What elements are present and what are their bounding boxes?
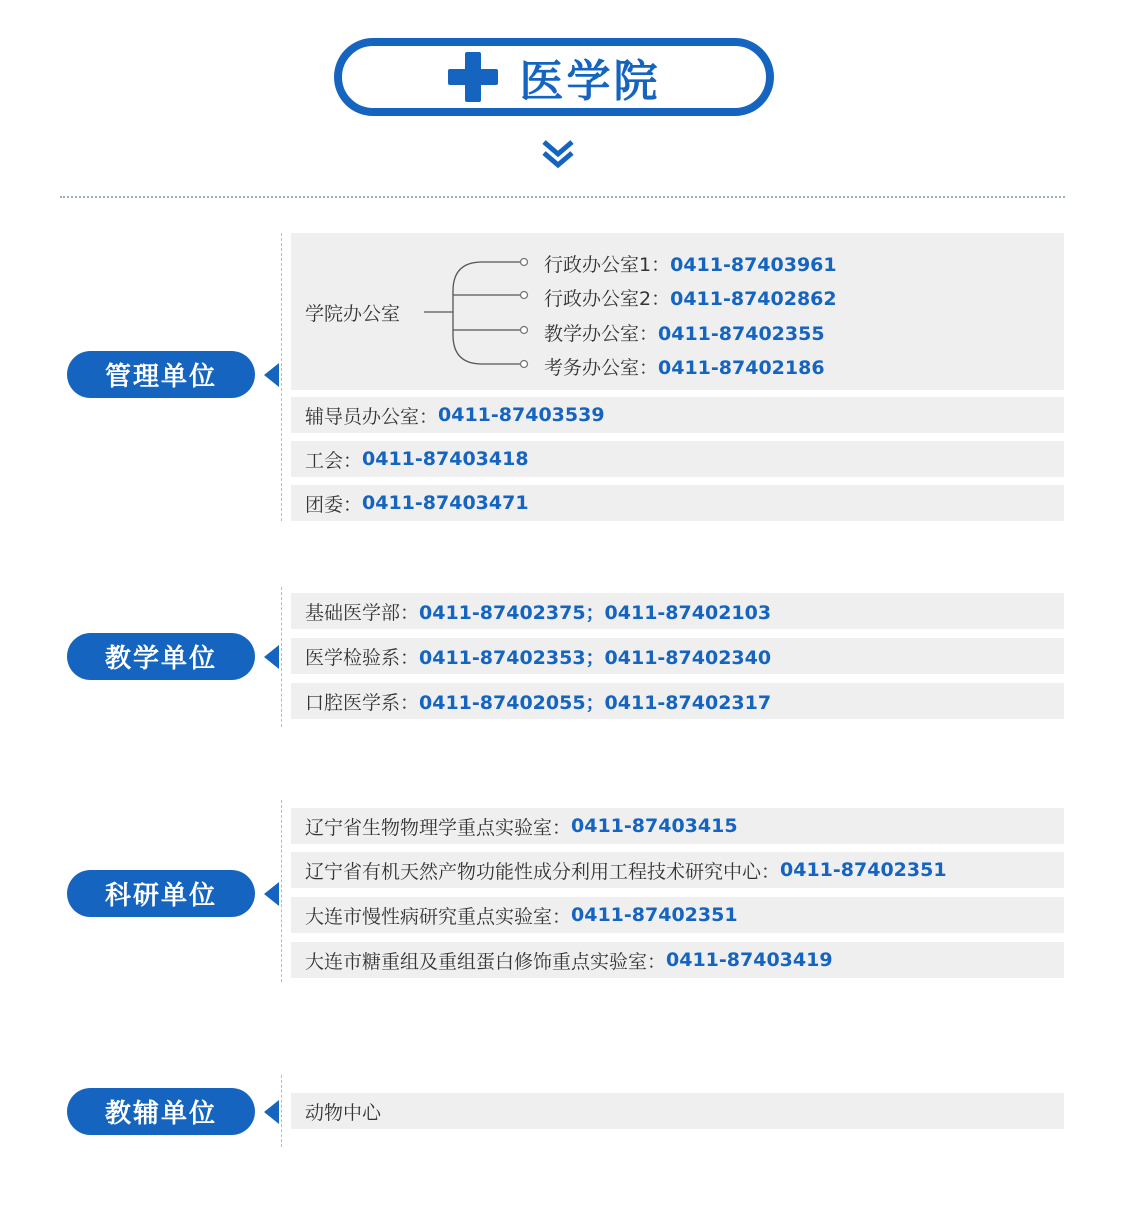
sub-office-item: 行政办公室2：0411-87402862	[544, 288, 837, 310]
contact-row: 团委： 0411-87403471	[291, 485, 1064, 521]
contact-row: 医学检验系： 0411-87402353；0411-87402340	[291, 638, 1064, 674]
medical-cross-icon	[448, 52, 498, 102]
section-connector-line	[281, 233, 282, 521]
sub-office-item: 教学办公室：0411-87402355	[544, 323, 825, 345]
section-connector-line	[281, 587, 282, 727]
sub-office-item: 考务办公室：0411-87402186	[544, 357, 825, 379]
pointer-triangle	[264, 645, 279, 669]
page-title: 医学院	[519, 56, 661, 107]
college-office-label: 学院办公室	[305, 303, 401, 325]
contact-row: 动物中心	[291, 1093, 1064, 1129]
contact-row: 大连市慢性病研究重点实验室： 0411-87402351	[291, 897, 1064, 933]
contact-row: 大连市糖重组及重组蛋白修饰重点实验室： 0411-87403419	[291, 942, 1064, 978]
section-connector-line	[281, 1075, 282, 1147]
contact-row: 辽宁省生物物理学重点实验室： 0411-87403415	[291, 808, 1064, 844]
contact-row: 辽宁省有机天然产物功能性成分利用工程技术研究中心： 0411-87402351	[291, 852, 1064, 888]
contact-row: 基础医学部： 0411-87402375；0411-87402103	[291, 593, 1064, 629]
pointer-triangle	[264, 1100, 279, 1124]
title-banner	[334, 38, 774, 116]
section-pill-research: 科研单位	[67, 870, 255, 917]
contact-row: 辅导员办公室： 0411-87403539	[291, 397, 1064, 433]
section-pill-support: 教辅单位	[67, 1088, 255, 1135]
sub-office-item: 行政办公室1：0411-87403961	[544, 254, 837, 276]
section-pill-teaching: 教学单位	[67, 633, 255, 680]
contact-row: 口腔医学系： 0411-87402055；0411-87402317	[291, 683, 1064, 719]
pointer-triangle	[264, 363, 279, 387]
header-divider	[60, 196, 1065, 198]
section-connector-line	[281, 800, 282, 982]
office-branch-diagram	[420, 250, 540, 375]
pointer-triangle	[264, 882, 279, 906]
double-chevron-down-icon	[540, 136, 576, 172]
contact-row: 工会： 0411-87403418	[291, 441, 1064, 477]
section-pill-management: 管理单位	[67, 351, 255, 398]
